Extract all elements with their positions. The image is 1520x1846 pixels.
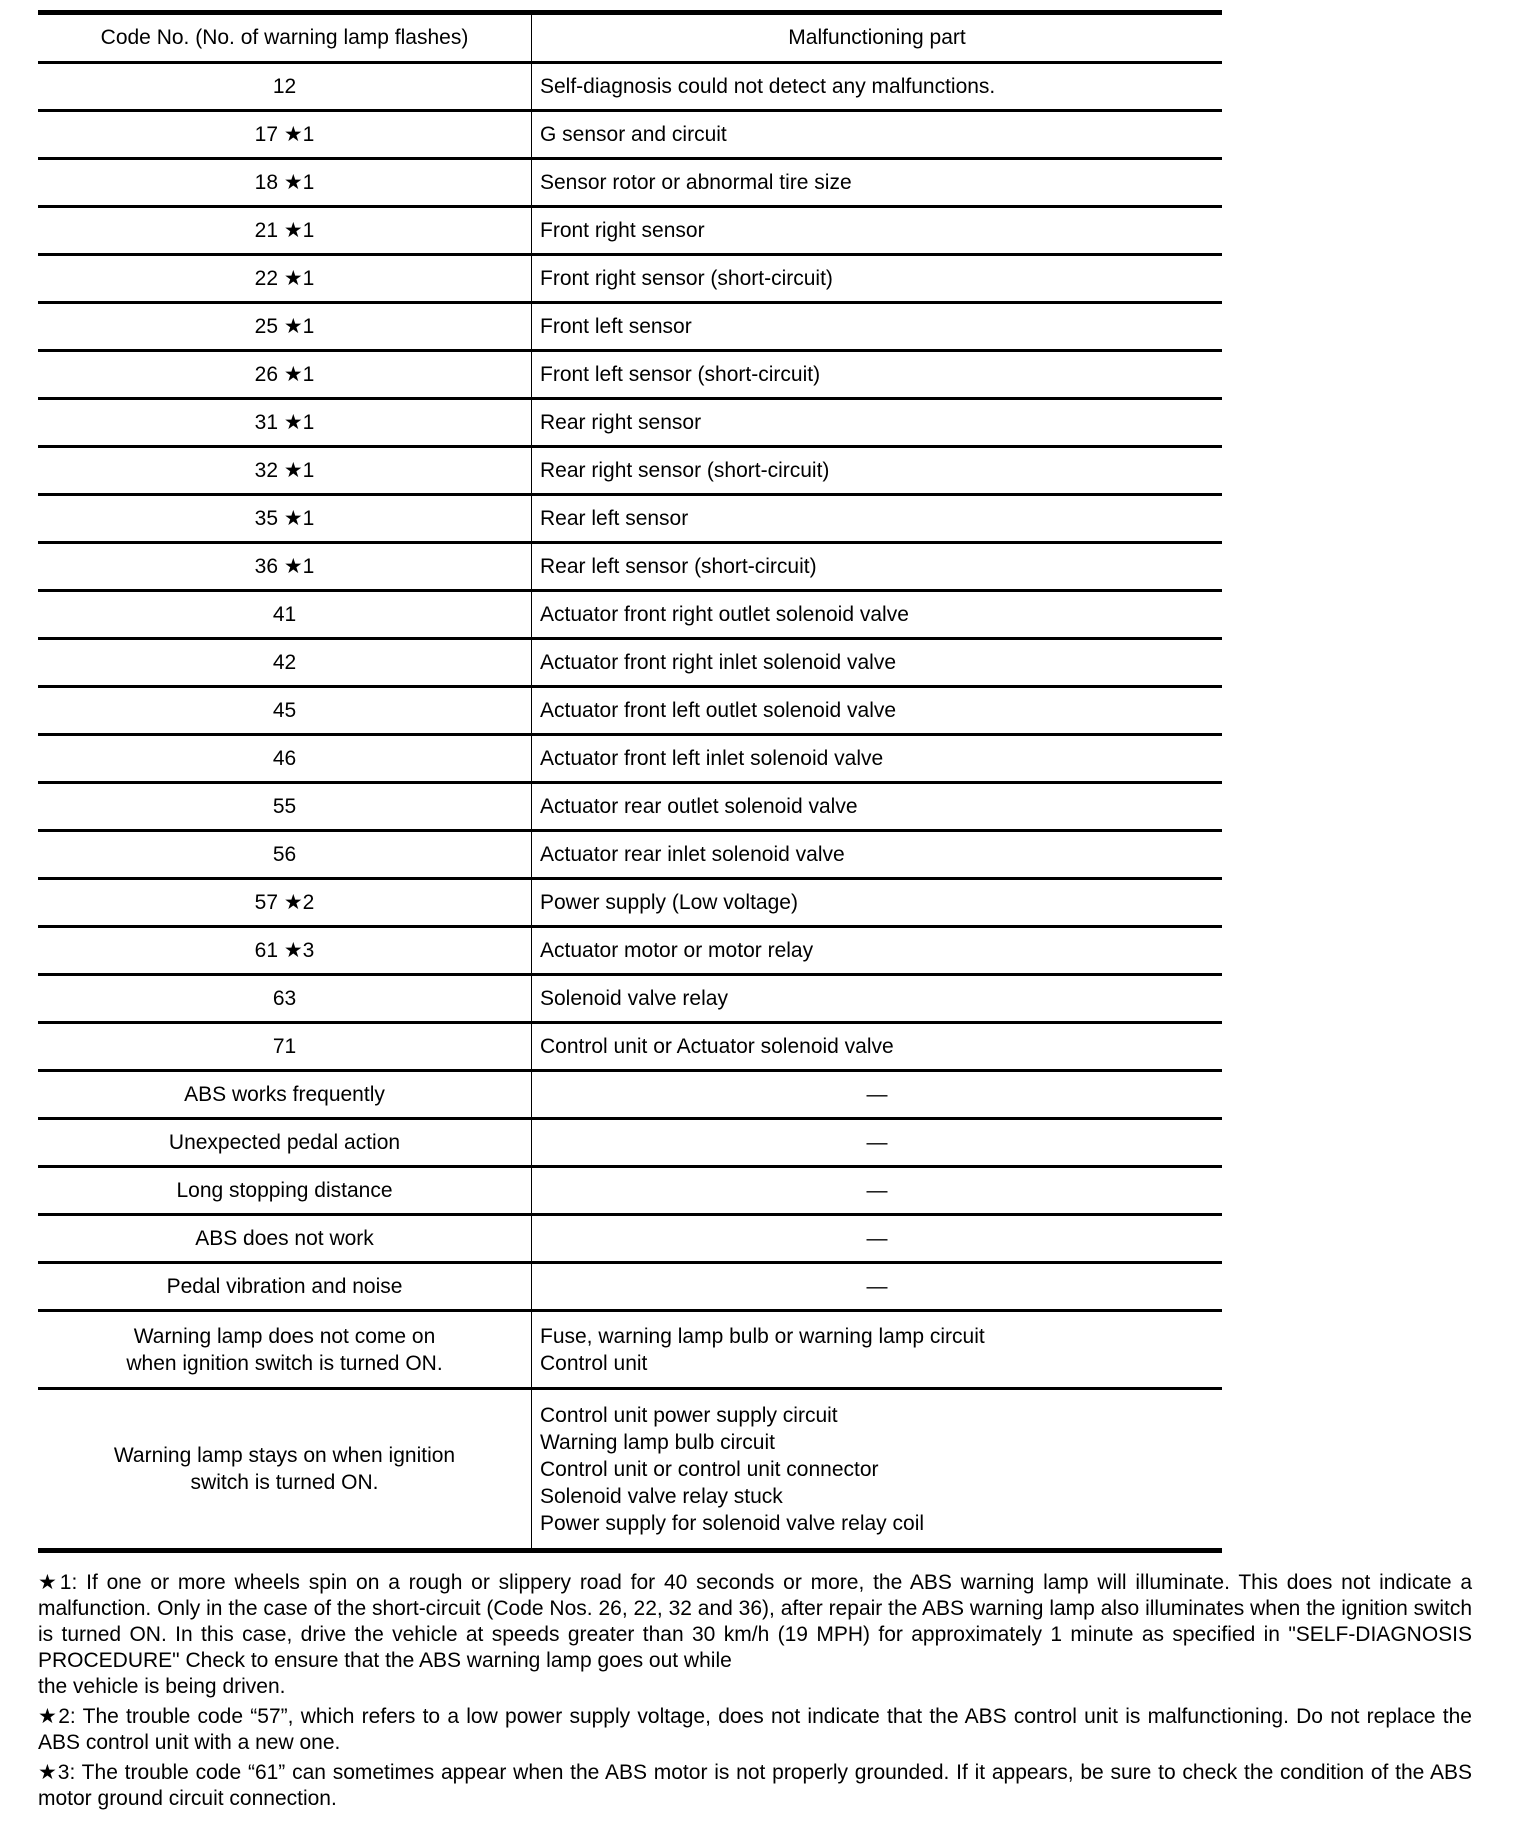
part-cell: Rear left sensor (short-circuit) — [532, 543, 1223, 591]
code-cell: Pedal vibration and noise — [38, 1263, 532, 1311]
code-cell: 63 — [38, 975, 532, 1023]
part-cell: G sensor and circuit — [532, 111, 1223, 159]
table-row — [38, 447, 1222, 495]
table-row — [38, 639, 1222, 687]
code-cell: ABS works frequently — [38, 1071, 532, 1119]
table-row — [38, 207, 1222, 255]
code-cell — [38, 1389, 532, 1551]
table-row — [38, 399, 1222, 447]
part-cell: Actuator front right inlet solenoid valve — [532, 639, 1223, 687]
cell-line: Warning lamp stays on when ignition — [113, 1444, 456, 1467]
part-cell: Actuator front left outlet solenoid valve — [532, 687, 1223, 735]
code-cell: 32 ★1 — [38, 447, 532, 495]
part-cell — [532, 1311, 1223, 1389]
cell-line: Power supply for solenoid valve relay coil — [540, 1511, 925, 1535]
table-row — [38, 1263, 1222, 1311]
cell-line: when ignition switch is turned ON. — [126, 1351, 443, 1375]
code-cell: 57 ★2 — [38, 879, 532, 927]
table-row — [38, 543, 1222, 591]
code-cell — [38, 1311, 532, 1389]
footnote-3: ★3: The trouble code “61” can sometimes appear when the ABS motor is not properly grounded. If it appears, be sure to check the condition of the ABS motor ground circuit connection. — [38, 1761, 1472, 1810]
part-cell: — — [532, 1119, 1223, 1167]
table-header-row — [38, 13, 1222, 63]
part-cell — [532, 1389, 1223, 1551]
table-row — [38, 495, 1222, 543]
code-cell: 25 ★1 — [38, 303, 532, 351]
part-cell: Sensor rotor or abnormal tire size — [532, 159, 1223, 207]
part-cell: Actuator front left inlet solenoid valve — [532, 735, 1223, 783]
code-cell: 12 — [38, 63, 532, 111]
footnotes — [38, 1570, 1472, 1816]
code-cell: 56 — [38, 831, 532, 879]
code-cell: 36 ★1 — [38, 543, 532, 591]
table-row — [38, 1071, 1222, 1119]
code-cell: 17 ★1 — [38, 111, 532, 159]
cell-line: Control unit or control unit connector — [540, 1457, 879, 1481]
part-cell: Actuator motor or motor relay — [532, 927, 1223, 975]
table-row — [38, 1215, 1222, 1263]
table-row — [38, 735, 1222, 783]
code-cell: 22 ★1 — [38, 255, 532, 303]
code-cell: 31 ★1 — [38, 399, 532, 447]
part-cell: Actuator rear outlet solenoid valve — [532, 783, 1223, 831]
part-cell: Actuator front right outlet solenoid valve — [532, 591, 1223, 639]
table-row — [38, 591, 1222, 639]
part-cell: Front right sensor (short-circuit) — [532, 255, 1223, 303]
code-cell: 45 — [38, 687, 532, 735]
table-row — [38, 255, 1222, 303]
part-cell: Front left sensor (short-circuit) — [532, 351, 1223, 399]
part-cell: Solenoid valve relay — [532, 975, 1223, 1023]
code-cell: 42 — [38, 639, 532, 687]
cell-line: Solenoid valve relay stuck — [540, 1484, 783, 1508]
cell-line: switch is turned ON. — [190, 1471, 379, 1494]
code-cell: 21 ★1 — [38, 207, 532, 255]
code-cell: 46 — [38, 735, 532, 783]
part-cell: — — [532, 1215, 1223, 1263]
table-row — [38, 1311, 1222, 1389]
table-row — [38, 1167, 1222, 1215]
table-row — [38, 687, 1222, 735]
table-row — [38, 975, 1222, 1023]
code-cell: Unexpected pedal action — [38, 1119, 532, 1167]
part-cell: — — [532, 1071, 1223, 1119]
code-cell: 18 ★1 — [38, 159, 532, 207]
part-cell: — — [532, 1167, 1223, 1215]
table-row — [38, 879, 1222, 927]
cell-line: Control unit — [540, 1351, 648, 1375]
table-row — [38, 783, 1222, 831]
cell-line: Fuse, warning lamp bulb or warning lamp circuit — [540, 1324, 985, 1348]
header-malfunctioning-part: Malfunctioning part — [532, 13, 1223, 63]
code-cell: 55 — [38, 783, 532, 831]
table-row — [38, 1119, 1222, 1167]
code-cell: ABS does not work — [38, 1215, 532, 1263]
footnote-1-end: the vehicle is being driven. — [38, 1675, 286, 1698]
part-cell: — — [532, 1263, 1223, 1311]
table-row — [38, 159, 1222, 207]
code-cell: 35 ★1 — [38, 495, 532, 543]
part-cell: Front left sensor — [532, 303, 1223, 351]
part-cell: Control unit or Actuator solenoid valve — [532, 1023, 1223, 1071]
code-cell: Long stopping distance — [38, 1167, 532, 1215]
code-cell: 41 — [38, 591, 532, 639]
table-row — [38, 1023, 1222, 1071]
footnote-1-text: ★1: If one or more wheels spin on a rough or slippery road for 40 seconds or more, the ABS warning lamp will illuminate. This does not indicate a malfunction. Only in the case of the short-circuit (Code Nos. 26, 22, 32 and 36), after repair the ABS warning lamp also illuminates when the ignition switch is turned ON. In this case, drive the vehicle at speeds greater than 30 km/h (19 MPH) for approximately 1 minute as specified in "SELF-DIAGNOSIS PROCEDURE" Check to ensure that the ABS warning lamp goes out while — [38, 1571, 1472, 1672]
part-cell: Rear right sensor (short-circuit) — [532, 447, 1223, 495]
part-cell: Self-diagnosis could not detect any malfunctions. — [532, 63, 1223, 111]
part-cell: Power supply (Low voltage) — [532, 879, 1223, 927]
part-cell: Front right sensor — [532, 207, 1223, 255]
table-row — [38, 927, 1222, 975]
code-cell: 61 ★3 — [38, 927, 532, 975]
cell-line: Warning lamp bulb circuit — [540, 1430, 775, 1454]
cell-line: Control unit power supply circuit — [540, 1403, 838, 1427]
cell-line: Warning lamp does not come on — [133, 1324, 436, 1348]
table-row — [38, 1389, 1222, 1551]
header-code-no: Code No. (No. of warning lamp flashes) — [38, 13, 532, 63]
part-cell: Actuator rear inlet solenoid valve — [532, 831, 1223, 879]
table-row — [38, 111, 1222, 159]
code-cell: 26 ★1 — [38, 351, 532, 399]
footnote-2: ★2: The trouble code “57”, which refers to a low power supply voltage, does not indicate that the ABS control unit is malfunctioning. Do not replace the ABS control unit with a new one. — [38, 1705, 1472, 1754]
table-row — [38, 351, 1222, 399]
table-row — [38, 63, 1222, 111]
table-row — [38, 831, 1222, 879]
part-cell: Rear right sensor — [532, 399, 1223, 447]
diagnostic-code-table — [38, 10, 1222, 1553]
code-cell: 71 — [38, 1023, 532, 1071]
footnote-1 — [38, 1570, 1472, 1700]
table-row — [38, 303, 1222, 351]
part-cell: Rear left sensor — [532, 495, 1223, 543]
